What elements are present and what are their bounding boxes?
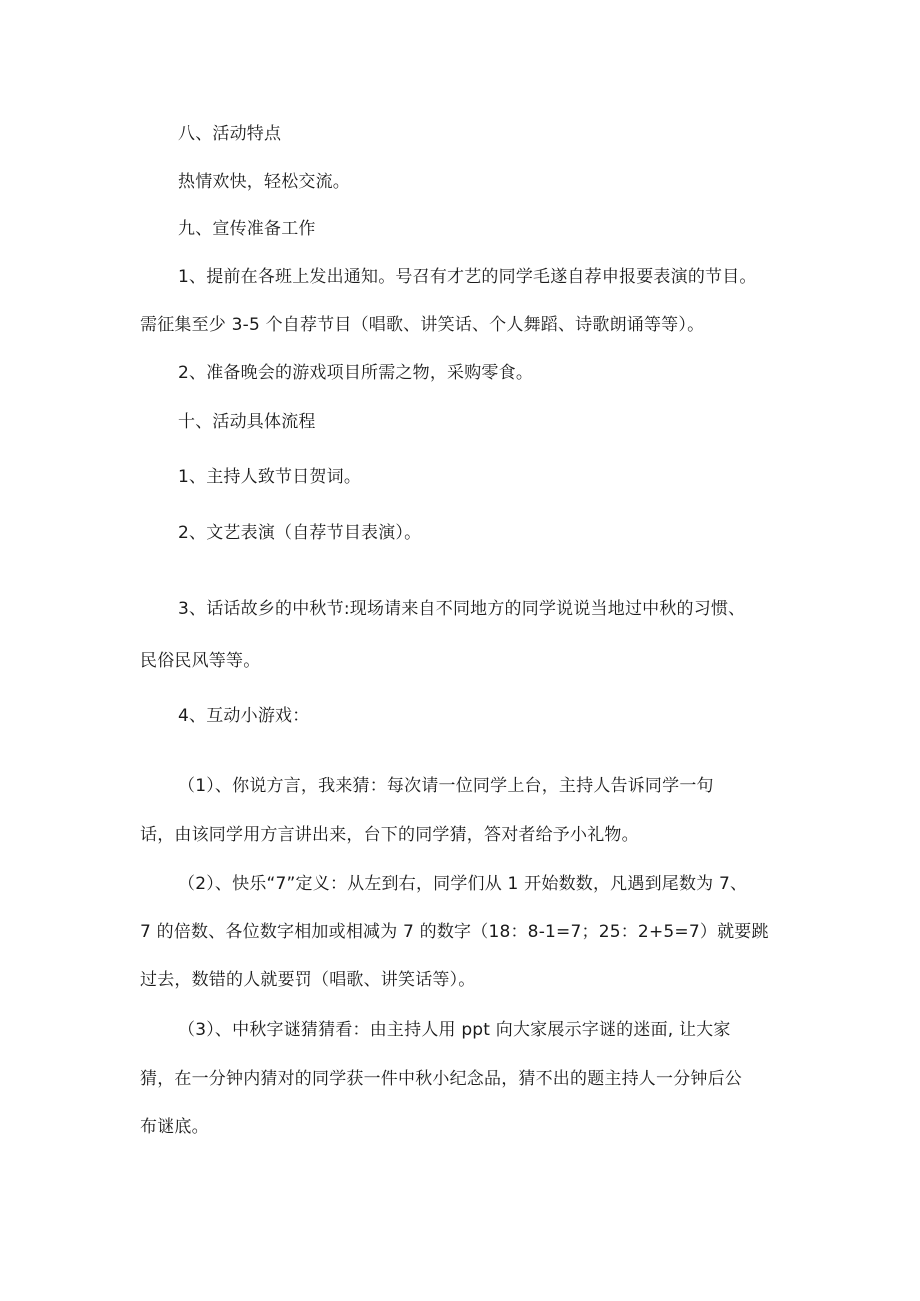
paragraph-continuation: 猜，在一分钟内猜对的同学获一件中秋小纪念品，猜不出的题主持人一分钟后公 — [140, 1069, 742, 1089]
paragraph-continuation: 需征集至少 3-5 个自荐节目（唱歌、讲笑话、个人舞蹈、诗歌朗诵等等）。 — [140, 315, 705, 335]
paragraph-continuation: 布谜底。 — [140, 1117, 209, 1137]
section-heading-publicity-prep: 九、宣传准备工作 — [178, 219, 316, 239]
paragraph-continuation: 民俗民风等等。 — [140, 651, 261, 671]
paragraph-continuation: 7 的倍数、各位数字相加或相减为 7 的数字（18：8-1=7；25：2+5=7）就要跳 — [140, 922, 769, 942]
paragraph: 热情欢快，轻松交流。 — [178, 172, 350, 192]
paragraph-continuation: 话，由该同学用方言讲出来，台下的同学猜，答对者给予小礼物。 — [140, 825, 639, 845]
section-heading-activity-features: 八、活动特点 — [178, 124, 282, 144]
paragraph: 1、主持人致节日贺词。 — [178, 467, 362, 487]
paragraph: （3）、中秋字谜猜猜看：由主持人用 ppt 向大家展示字谜的迷面, 让大家 — [178, 1020, 731, 1040]
paragraph: 2、文艺表演（自荐节目表演）。 — [178, 523, 422, 543]
paragraph: 4、互动小游戏： — [178, 706, 310, 726]
paragraph-continuation: 过去，数错的人就要罚（唱歌、讲笑话等）。 — [140, 970, 476, 990]
section-heading-activity-flow: 十、活动具体流程 — [178, 412, 316, 432]
paragraph: （2）、快乐“7”定义：从左到右，同学们从 1 开始数数，凡遇到尾数为 7、 — [178, 874, 748, 894]
paragraph: 1、提前在各班上发出通知。号召有才艺的同学毛遂自荐申报要表演的节目。 — [178, 267, 757, 287]
paragraph: 2、准备晚会的游戏项目所需之物，采购零食。 — [178, 363, 534, 383]
paragraph: （1）、你说方言，我来猜：每次请一位同学上台，主持人告诉同学一句 — [178, 776, 714, 796]
paragraph: 3、话话故乡的中秋节:现场请来自不同地方的同学说说当地过中秋的习惯、 — [178, 599, 746, 619]
